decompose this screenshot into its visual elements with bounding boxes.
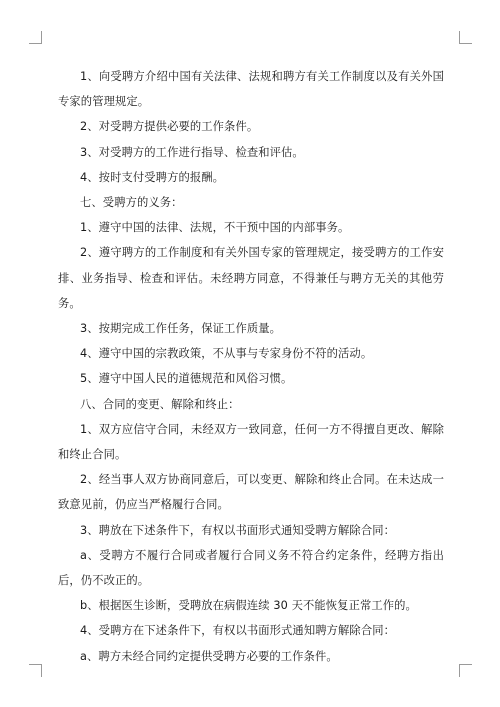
paragraph-employer-duty-1: 1、向受聘方介绍中国有关法律、法规和聘方有关工作制度以及有关外国专家的管理规定。 bbox=[58, 70, 444, 109]
paragraph-employee-duty-1: 1、遵守中国的法律、法规，不干预中国的内部事务。 bbox=[80, 221, 350, 235]
paragraph-employee-duty-3: 3、按期完成工作任务，保证工作质量。 bbox=[80, 322, 282, 336]
paragraph-contract-3: 3、聘放在下述条件下，有权以书面形式通知受聘方解除合同： bbox=[80, 523, 396, 537]
paragraph-employer-duty-3: 3、对受聘方的工作进行指导、检查和评估。 bbox=[80, 145, 304, 159]
paragraph-employee-duty-2: 2、遵守聘方的工作制度和有关外国专家的管理规定，接受聘方的工作安排、业务指导、检查和评估。未经聘方同意，不得兼任与聘方无关的其他劳务。 bbox=[58, 246, 444, 310]
crop-mark-top-left bbox=[29, 31, 42, 44]
section-heading-7: 七、受聘方的义务： bbox=[80, 196, 183, 210]
paragraph-contract-2: 2、经当事人双方协商同意后，可以变更、解除和终止合同。在未达成一致意见前，仍应当严格履行合同。 bbox=[58, 473, 444, 512]
crop-mark-top-right bbox=[459, 31, 472, 44]
crop-mark-bottom-right bbox=[459, 664, 472, 677]
paragraph-contract-4a: a、聘方未经合同约定提供受聘方必要的工作条件。 bbox=[80, 649, 338, 663]
paragraph-employee-duty-4: 4、遵守中国的宗教政策，不从事与专家身份不符的活动。 bbox=[80, 347, 373, 361]
paragraph-contract-3b: b、根据医生诊断，受聘放在病假连续 30 天不能恢复正常工作的。 bbox=[80, 599, 417, 613]
document-body bbox=[58, 64, 444, 669]
crop-mark-bottom-left bbox=[29, 664, 42, 677]
paragraph-contract-1: 1、双方应信守合同，未经双方一致同意，任何一方不得擅自更改、解除和终止合同。 bbox=[58, 422, 444, 462]
section-heading-8: 八、合同的变更、解除和终止： bbox=[80, 397, 240, 411]
paragraph-employer-duty-4: 4、按时支付受聘方的报酬。 bbox=[80, 170, 225, 184]
paragraph-contract-3a: a、受聘方不履行合同或者履行合同义务不符合约定条件，经聘方指出后，仍不改正的。 bbox=[58, 548, 444, 588]
paragraph-contract-4: 4、受聘方在下述条件下，有权以书面形式通知聘方解除合同： bbox=[80, 624, 396, 638]
paragraph-employer-duty-2: 2、对受聘方提供必要的工作条件。 bbox=[80, 120, 259, 134]
paragraph-employee-duty-5: 5、遵守中国人民的道德规范和风俗习惯。 bbox=[80, 372, 293, 386]
